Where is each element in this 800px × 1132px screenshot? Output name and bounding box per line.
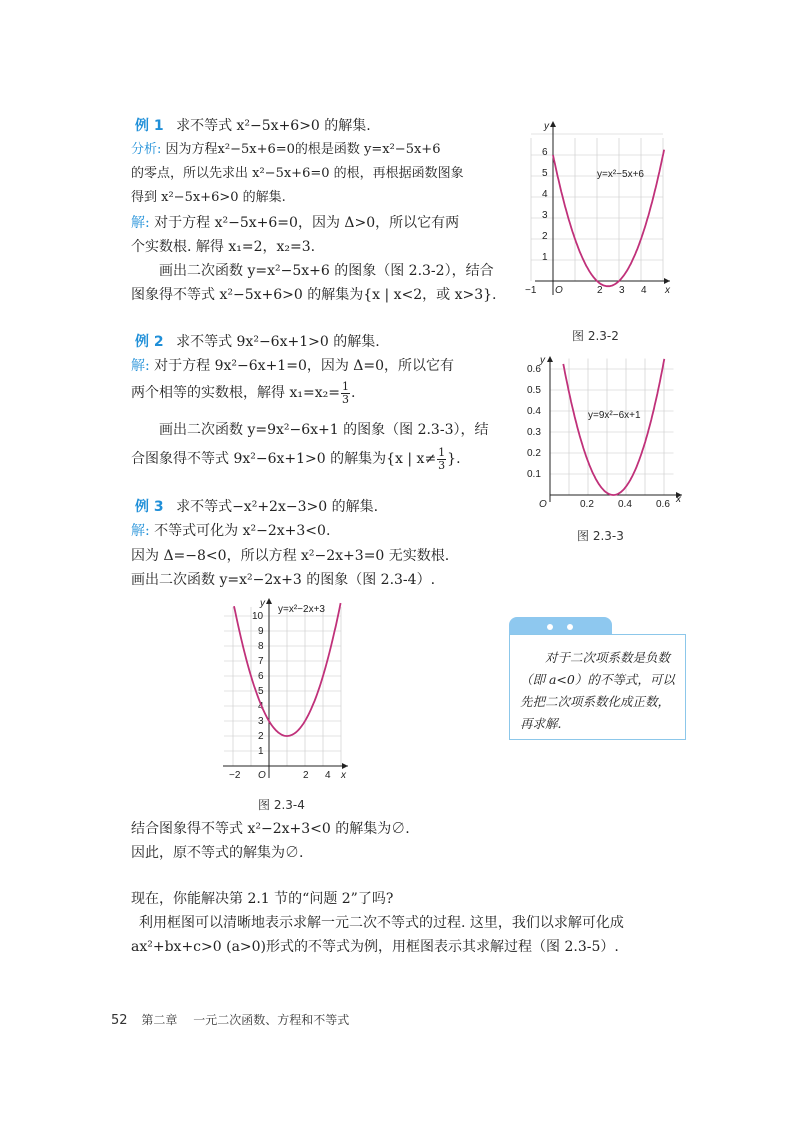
- y-tick-label: 0.5: [527, 385, 541, 396]
- figure-caption: 图 2.3-3: [577, 529, 624, 543]
- y-tick-label: 5: [542, 168, 548, 179]
- grid: [531, 134, 663, 281]
- example-2-solution: [131, 354, 454, 378]
- y-tick-label: 10: [252, 611, 264, 622]
- y-tick-label: 3: [258, 716, 264, 727]
- solution-line-4-text: 合图象得不等式 9x²−6x+1>0 的解集为{x | x≠: [131, 451, 437, 467]
- fraction-one-third: [437, 447, 446, 472]
- conclusion-line-2: 因此，原不等式的解集为∅.: [131, 845, 304, 861]
- y-tick-label: 0.6: [527, 364, 541, 375]
- solution-line-3: 画出二次函数 y=x²−2x+3 的图象（图 2.3-4）.: [131, 572, 436, 588]
- y-tick-label: 2: [542, 231, 548, 242]
- solution-line-2: 个实数根. 解得 x₁=2，x₂=3.: [131, 239, 316, 255]
- graph-figure-2-3-2: [515, 115, 675, 300]
- example-2-label: 例 2: [135, 334, 164, 350]
- parabola-curve: [563, 359, 664, 495]
- analysis-line-1: 因为方程x²−5x+6=0的根是函数 y=x²−5x+6: [165, 142, 441, 157]
- closing-line-3: ax²+bx+c>0 (a>0)形式的不等式为例，用框图表示其求解过程（图 2.3-5）.: [131, 939, 619, 955]
- equation-label: y=x²−5x+6: [597, 169, 644, 180]
- solution-line-3: 画出二次函数 y=9x²−6x+1 的图象（图 2.3-3），结: [159, 422, 489, 438]
- solution-line-2-end: .: [350, 385, 356, 401]
- y-axis-arrow-icon: [550, 121, 556, 127]
- solution-line-1: 对于方程 9x²−6x+1=0，因为 Δ=0，所以它有: [154, 358, 455, 374]
- y-tick-label: 0.4: [527, 406, 541, 417]
- x-axis-arrow-icon: [664, 278, 670, 284]
- fraction-numerator: 1: [438, 445, 446, 459]
- example-1-prompt: 求不等式 x²−5x+6>0 的解集.: [176, 118, 371, 134]
- example-1-analysis: [131, 138, 440, 162]
- closing-line-1: 现在，你能解决第 2.1 节的“问题 2”了吗?: [131, 891, 394, 907]
- origin-label: O: [539, 499, 547, 510]
- example-3-heading: [135, 495, 378, 519]
- figure-caption: 图 2.3-2: [572, 329, 619, 343]
- solution-line-2-text: 两个相等的实数根，解得 x₁=x₂=: [131, 385, 340, 401]
- grid: [550, 359, 674, 496]
- x-axis-arrow-icon: [342, 763, 348, 769]
- y-tick-label: 0.3: [527, 427, 541, 438]
- y-tick-label: 5: [258, 686, 264, 697]
- y-tick-label: 4: [542, 189, 548, 200]
- example-3-prompt: 求不等式−x²+2x−3>0 的解集.: [176, 499, 379, 515]
- solution-line-4-end: }.: [447, 451, 461, 467]
- analysis-label: 分析:: [131, 142, 162, 157]
- example-3-label: 例 3: [135, 499, 164, 515]
- fraction-numerator: 1: [341, 379, 349, 393]
- y-tick-label: 6: [542, 147, 548, 158]
- y-tick-label: 7: [258, 656, 264, 667]
- x-tick-label: 3: [619, 285, 625, 296]
- y-tick-label: 8: [258, 641, 264, 652]
- fraction-one-third: [341, 381, 350, 406]
- example-2-heading: [135, 330, 380, 354]
- y-tick-label: 9: [258, 626, 264, 637]
- grid: [224, 607, 341, 766]
- solution-line-4: 图象得不等式 x²−5x+6>0 的解集为{x | x<2，或 x>3}.: [131, 287, 497, 303]
- x-axis-label: x: [341, 770, 346, 781]
- dot-icon: [567, 624, 573, 630]
- page-number: 52: [111, 1013, 128, 1028]
- y-axis-label: y: [544, 121, 549, 132]
- analysis-line-2: 的零点，所以先求出 x²−5x+6=0 的根，再根据函数图象: [131, 166, 464, 181]
- closing-line-2: 利用框图可以清晰地表示求解一元二次不等式的过程. 这里，我们以求解可化成: [139, 915, 624, 931]
- x-tick-label: 2: [303, 770, 309, 781]
- solution-line-4: [131, 444, 461, 474]
- y-axis-label: y: [540, 355, 545, 366]
- solution-line-2: [131, 378, 355, 408]
- side-note-text: 对于二次项系数是负数（即 a<0）的不等式，可以先把二次项系数化成正数，再求解.: [520, 650, 675, 731]
- example-1-label: 例 1: [135, 118, 164, 134]
- example-2-prompt: 求不等式 9x²−6x+1>0 的解集.: [176, 334, 380, 350]
- x-tick-label: 2: [597, 285, 603, 296]
- figure-caption: 图 2.3-4: [258, 798, 305, 812]
- example-3-solution: [131, 519, 330, 543]
- x-tick-label: 0.2: [580, 499, 594, 510]
- solution-label: 解:: [131, 523, 150, 539]
- solution-label: 解:: [131, 358, 150, 374]
- x-tick-label: 4: [641, 285, 647, 296]
- analysis-line-3: 得到 x²−5x+6>0 的解集.: [131, 190, 286, 205]
- conclusion-line-1: 结合图象得不等式 x²−2x+3<0 的解集为∅.: [131, 821, 410, 837]
- graph-figure-2-3-4: [218, 596, 358, 786]
- graph-figure-2-3-3: [510, 352, 685, 517]
- y-tick-label: 0.1: [527, 469, 541, 480]
- origin-label: O: [258, 770, 266, 781]
- x-axis-label: x: [676, 494, 681, 505]
- fraction-denominator: 3: [341, 392, 349, 406]
- x-tick-label: 0.4: [618, 499, 632, 510]
- y-axis-label: y: [260, 598, 265, 609]
- x-tick-label: 4: [325, 770, 331, 781]
- solution-line-1: 不等式可化为 x²−2x+3<0.: [154, 523, 331, 539]
- y-axis-arrow-icon: [547, 356, 553, 362]
- y-tick-label: 3: [542, 210, 548, 221]
- solution-line-2: 因为 Δ=−8<0，所以方程 x²−2x+3=0 无实数根.: [131, 548, 450, 564]
- example-1-solution: [131, 211, 459, 235]
- solution-line-3: 画出二次函数 y=x²−5x+6 的图象（图 2.3-2），结合: [159, 263, 494, 279]
- x-tick-label: −2: [229, 770, 241, 781]
- x-axis-label: x: [665, 285, 670, 296]
- equation-label: y=9x²−6x+1: [588, 410, 641, 421]
- equation-label: y=x²−2x+3: [278, 604, 325, 615]
- dot-icon: [547, 624, 553, 630]
- chapter-title: 一元二次函数、方程和不等式: [193, 1013, 350, 1027]
- example-1-heading: [135, 114, 371, 138]
- origin-label: O: [555, 285, 563, 296]
- page-footer: [111, 1011, 349, 1028]
- y-axis-arrow-icon: [266, 598, 272, 604]
- y-tick-label: 0.2: [527, 448, 541, 459]
- y-tick-label: 6: [258, 671, 264, 682]
- fraction-denominator: 3: [438, 458, 446, 472]
- y-tick-label: 4: [258, 701, 264, 712]
- chapter-label: 第二章: [141, 1013, 178, 1027]
- solution-line-1: 对于方程 x²−5x+6=0，因为 Δ>0，所以它有两: [154, 215, 460, 231]
- solution-label: 解:: [131, 215, 150, 231]
- x-tick-label: 0.6: [656, 499, 670, 510]
- x-tick-label: −1: [525, 285, 537, 296]
- y-tick-label: 2: [258, 731, 264, 742]
- y-tick-label: 1: [258, 746, 264, 757]
- y-tick-label: 1: [542, 252, 548, 263]
